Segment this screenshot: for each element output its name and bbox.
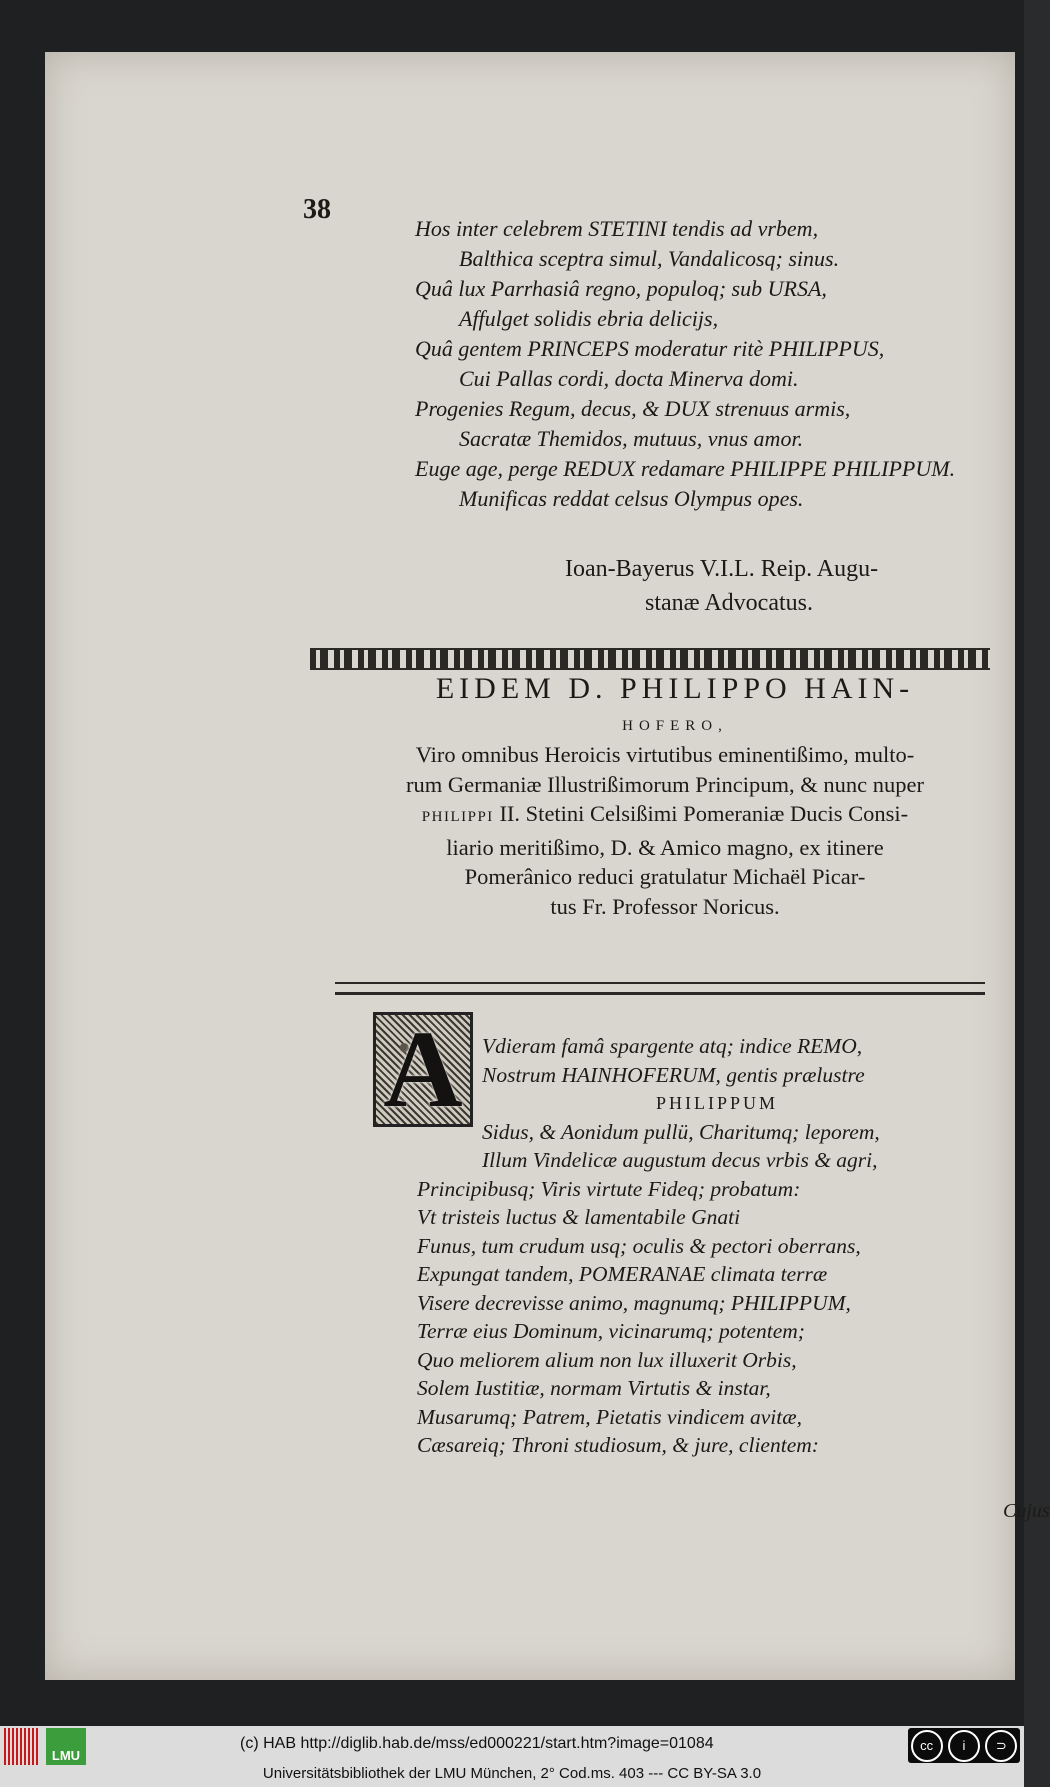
poem2-line: Vt tristeis luctus & lamentabile Gnati bbox=[417, 1205, 741, 1229]
poem2-line: Illum Vindelicæ augustum decus vrbis & agri, bbox=[482, 1148, 878, 1172]
signature-line: stanæ Advocatus. bbox=[645, 590, 813, 616]
initial-letter: A bbox=[383, 1008, 463, 1130]
dedication-line-text: II. Stetini Celsißimi Pomeraniæ Ducis Consi- bbox=[499, 801, 909, 826]
poem-line: Affulget solidis ebria delicijs, bbox=[459, 306, 719, 331]
poem-line: Munificas reddat celsus Olympus opes. bbox=[459, 486, 804, 511]
poem2-line: Musarumq; Patrem, Pietatis vindicem avitæ, bbox=[417, 1404, 802, 1429]
poem2-line: Terræ eius Dominum, vicinarumq; potentem; bbox=[417, 1319, 805, 1343]
poem2-line: Vdieram famâ spargente atq; indice REMO, bbox=[482, 1034, 863, 1058]
poem-line: Cui Pallas cordi, docta Minerva domi. bbox=[459, 366, 799, 391]
ornament-band bbox=[310, 648, 990, 670]
dedication-line: rum Germaniæ Illustrißimorum Principum, & nunc nuper bbox=[405, 771, 925, 797]
dedication-line: Pomerânico reduci gratulatur Michaël Picar- bbox=[464, 864, 866, 889]
hab-logo-icon bbox=[4, 1728, 40, 1765]
dedication-smallcaps: PHILIPPI bbox=[421, 809, 494, 825]
signature-line: Ioan-Bayerus V.I.L. Reip. Augu- bbox=[565, 556, 879, 582]
library-caption: Universitätsbibliothek der LMU München, 2° Cod.ms. 403 --- CC BY-SA 3.0 bbox=[262, 1765, 762, 1782]
dedication-line: tus Fr. Professor Noricus. bbox=[550, 893, 780, 919]
dedication-line: Viro omnibus Heroicis virtutibus eminentißimo, multo- bbox=[415, 742, 915, 767]
cc-license-badge[interactable] bbox=[908, 1728, 1020, 1763]
poem-line: Quâ gentem PRINCEPS moderatur ritè PHILIPPUS, bbox=[415, 336, 885, 361]
dedication-line: liario meritißimo, D. & Amico magno, ex itinere bbox=[446, 834, 884, 860]
dedication-line bbox=[335, 799, 995, 833]
section-subheading: HOFERO, bbox=[622, 718, 728, 734]
poem-line: Hos inter celebrem STETINI tendis ad vrbem, bbox=[415, 216, 819, 241]
credit-text: (c) HAB http://diglib.hab.de/mss/ed000221/start.htm?image=01084 bbox=[240, 1735, 714, 1752]
poem2-line: Cæsareiq; Throni studiosum, & jure, clientem: bbox=[417, 1433, 819, 1457]
section-heading: EIDEM D. PHILIPPO HAIN- bbox=[435, 672, 915, 705]
lmu-logo-icon: LMU bbox=[46, 1728, 86, 1765]
poem2-line: Expungat tandem, POMERANAE climata terræ bbox=[417, 1262, 828, 1286]
poem2-block bbox=[417, 1032, 1017, 1460]
poem2-line: Funus, tum crudum usq; oculis & pectori oberrans, bbox=[417, 1233, 861, 1258]
poem-line: Progenies Regum, decus, & DUX strenuus armis, bbox=[415, 396, 851, 421]
poem-block bbox=[415, 214, 1015, 514]
cc-icon: cc bbox=[911, 1730, 943, 1762]
signature bbox=[565, 552, 878, 620]
by-icon: i bbox=[948, 1730, 980, 1762]
poem2-line: Principibusq; Viris virtute Fideq; probatum: bbox=[417, 1176, 801, 1201]
poem-line: Balthica sceptra simul, Vandalicosq; sinus. bbox=[459, 246, 840, 271]
poem-line: Euge age, perge REDUX redamare PHILIPPE PHILIPPUM. bbox=[415, 456, 956, 481]
poem2-line: PHILIPPUM bbox=[655, 1093, 779, 1113]
divider-rule bbox=[335, 982, 985, 995]
footer-logos bbox=[4, 1728, 86, 1765]
poem-line: Quâ lux Parrhasiâ regno, populoq; sub URSA, bbox=[415, 276, 827, 301]
catchword: Cujus bbox=[1003, 1500, 1050, 1522]
poem2-line: Quo meliorem alium non lux illuxerit Orbis, bbox=[417, 1347, 797, 1372]
poem2-line: Nostrum HAINHOFERUM, gentis prælustre bbox=[482, 1062, 865, 1087]
poem-line: Sacratæ Themidos, mutuus, vnus amor. bbox=[459, 426, 804, 451]
dedication-block bbox=[335, 740, 995, 921]
poem2-line: Solem Iustitiæ, normam Virtutis & instar, bbox=[417, 1376, 771, 1400]
page-number: 38 bbox=[303, 194, 331, 225]
poem2-line: Visere decrevisse animo, magnumq; PHILIPPUM, bbox=[417, 1290, 851, 1315]
sa-icon: ⊃ bbox=[985, 1730, 1017, 1762]
book-page bbox=[45, 52, 1050, 1680]
poem2-line: Sidus, & Aonidum pullü, Charitumq; leporem, bbox=[482, 1119, 880, 1144]
